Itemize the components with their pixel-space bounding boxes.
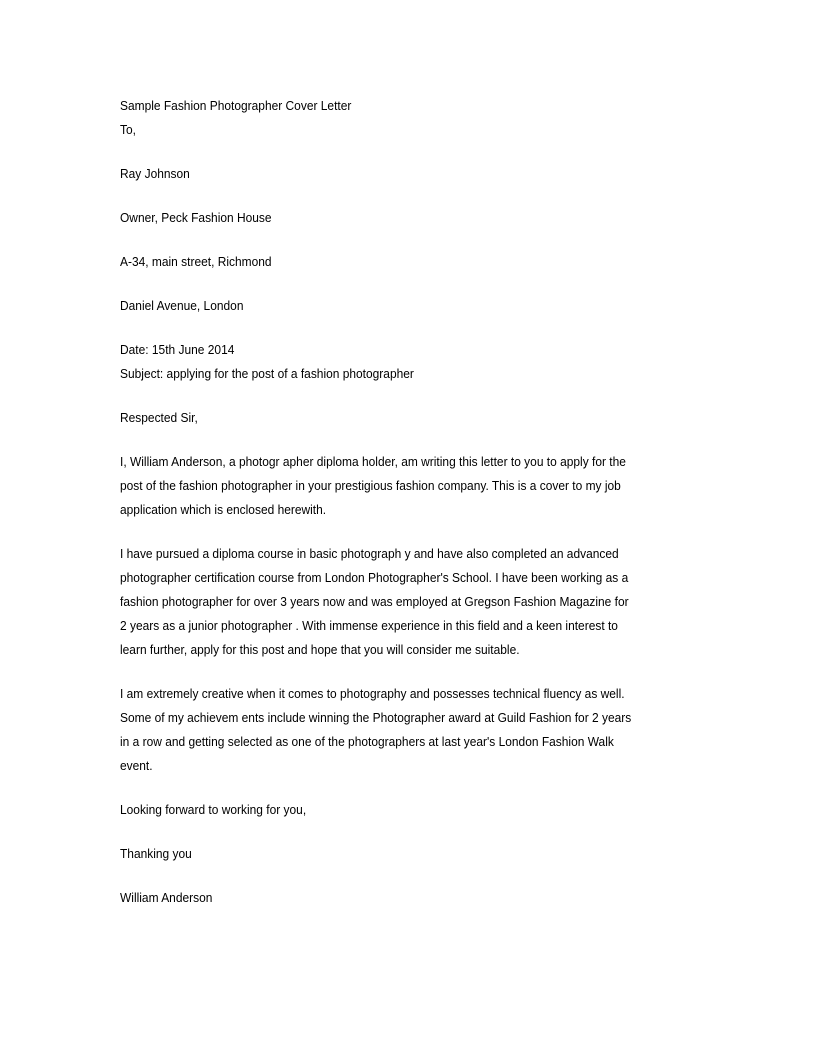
paragraph-line: event.	[120, 758, 153, 773]
address-line-1: A-34, main street, Richmond	[120, 254, 272, 269]
paragraph-3	[120, 682, 700, 778]
paragraph-line: I have pursued a diploma course in basic photograph y and have also completed an advanced	[120, 546, 619, 561]
letter-title: Sample Fashion Photographer Cover Letter	[120, 98, 352, 113]
closing-line-2: Thanking you	[120, 846, 192, 861]
paragraph-2	[120, 542, 700, 662]
signature: William Anderson	[120, 890, 213, 905]
paragraph-line: fashion photographer for over 3 years now and was employed at Gregson Fashion Magazine for	[120, 594, 629, 609]
salutation-to: To,	[120, 122, 136, 137]
address-line-2: Daniel Avenue, London	[120, 298, 244, 313]
letter-subject: Subject: applying for the post of a fashion photographer	[120, 366, 414, 381]
paragraph-line: I am extremely creative when it comes to photography and possesses technical fluency as well.	[120, 686, 625, 701]
paragraph-line: learn further, apply for this post and hope that you will consider me suitable.	[120, 642, 520, 657]
paragraph-line: Some of my achievem ents include winning the Photographer award at Guild Fashion for 2 years	[120, 710, 632, 725]
letter-page	[120, 94, 700, 910]
paragraph-line: 2 years as a junior photographer . With immense experience in this field and a keen interest to	[120, 618, 618, 633]
letter-date: Date: 15th June 2014	[120, 342, 235, 357]
paragraph-line: photographer certification course from London Photographer's School. I have been working as a	[120, 570, 629, 585]
paragraph-line: post of the fashion photographer in your prestigious fashion company. This is a cover to my job	[120, 478, 621, 493]
paragraph-line: in a row and getting selected as one of the photographers at last year's London Fashion Walk	[120, 734, 614, 749]
closing-line-1: Looking forward to working for you,	[120, 802, 307, 817]
paragraph-line: application which is enclosed herewith.	[120, 502, 327, 517]
greeting: Respected Sir,	[120, 410, 198, 425]
recipient-name: Ray Johnson	[120, 166, 190, 181]
recipient-title: Owner, Peck Fashion House	[120, 210, 272, 225]
paragraph-line: I, William Anderson, a photogr apher diploma holder, am writing this letter to you to apply for the	[120, 454, 626, 469]
paragraph-1	[120, 450, 700, 522]
